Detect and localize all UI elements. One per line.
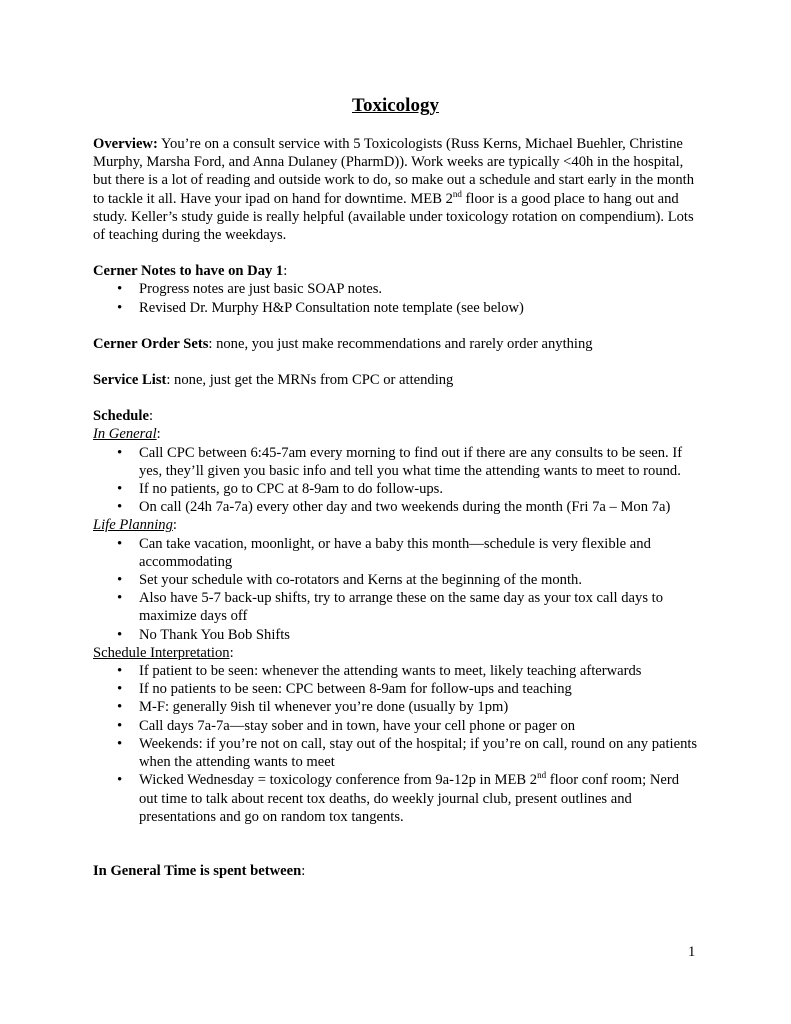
list-item-wicked-wednesday [139,771,698,826]
service-list-paragraph [93,371,698,389]
in-general-list [93,444,698,517]
life-planning-subheading [93,516,698,534]
cerner-notes-colon: : [283,263,288,280]
spacer [93,317,698,335]
schedule-heading [93,407,698,425]
list-item: • Progress notes are just basic SOAP notes. [139,280,698,298]
time-spent-colon: : [301,862,306,879]
service-list-text: : none, just get the MRNs from CPC or attending [166,372,454,389]
spacer [93,389,698,407]
spacer [93,353,698,371]
service-list-label: Service List [93,372,167,389]
list-item: • On call (24h 7a-7a) every other day and two weekends during the month (Fri 7a – Mon 7a) [139,498,698,516]
overview-text-2: floor is a good place to hang out and study. Keller’s study guide is really helpful (available under toxicology rotation on compendium). Lots of teaching during the weekdays. [93,190,694,244]
list-item: • Revised Dr. Murphy H&P Consultation note template (see below) [139,299,698,317]
cerner-order-sets-text: : none, you just make recommendations and rarely order anything [208,335,593,352]
schedule-interpretation-colon: : [229,644,234,661]
cerner-notes-heading [93,262,698,280]
schedule-colon: : [148,408,154,425]
document-body [93,94,698,880]
schedule-interpretation-label: Schedule Interpretation [93,644,230,661]
life-planning-label: Life Planning [93,517,173,534]
overview-text-1: You’re on a consult service with 5 Toxicologists (Russ Kerns, Michael Buehler, Christine Murphy, Marsha Ford, and Anna Dulaney (PharmD)). Work weeks are typically <40h in the hospital, but there is a lot of reading and outside work to do, so make out a schedule and start early in the month to tackle it all. Have your ipad on hand for downtime. MEB 2 [93,136,695,207]
spacer [93,826,698,862]
wicked-text-2: floor conf room; Nerd out time to talk about recent tox deaths, do weekly journal club, present outlines and presentations and go on random tox tangents. [139,772,680,825]
wicked-superscript: nd [537,770,547,781]
list-item: • Also have 5-7 back-up shifts, try to arrange these on the same day as your tox call days to maximize days off [139,589,698,625]
page-title: Toxicology [352,95,439,116]
list-item: • No Thank You Bob Shifts [139,626,698,644]
overview-superscript: nd [452,188,462,199]
overview-paragraph [93,135,698,244]
in-general-subheading [93,425,698,443]
list-item: • Can take vacation, moonlight, or have a baby this month—schedule is very flexible and accommodating [139,535,698,571]
list-item: • Call days 7a-7a—stay sober and in town, have your cell phone or pager on [139,717,698,735]
page-number: 1 [688,944,696,960]
list-item: • If no patients, go to CPC at 8-9am to do follow-ups. [139,480,698,498]
cerner-order-sets-label: Cerner Order Sets [93,335,209,352]
schedule-label: Schedule [93,408,149,425]
schedule-interpretation-list [93,662,698,826]
in-general-label: In General [93,426,157,443]
list-item: • Set your schedule with co-rotators and Kerns at the beginning of the month. [139,571,698,589]
cerner-notes-label: Cerner Notes to have on Day 1 [93,263,284,280]
list-item: • M-F: generally 9ish til whenever you’re done (usually by 1pm) [139,698,698,716]
life-planning-list [93,535,698,644]
life-planning-colon: : [172,517,177,534]
cerner-order-sets-paragraph [93,335,698,353]
list-item: • If no patients to be seen: CPC between 8-9am for follow-ups and teaching [139,680,698,698]
list-item: • Call CPC between 6:45-7am every morning to find out if there are any consults to be seen. If yes, they’ll given you basic info and tell you what time the attending wants to meet to round. [139,444,698,480]
time-spent-label: In General Time is spent between [93,862,302,879]
list-item: • Weekends: if you’re not on call, stay out of the hospital; if you’re on call, round on any patients when the attending wants to meet [139,735,698,771]
spacer [93,244,698,262]
schedule-interpretation-subheading [93,644,698,662]
overview-label: Overview: [93,136,158,152]
in-general-colon: : [156,426,161,443]
time-spent-heading [93,862,698,880]
cerner-notes-list [93,280,698,316]
list-item: • If patient to be seen: whenever the attending wants to meet, likely teaching afterwards [139,662,698,680]
wicked-text-1: Wicked Wednesday = toxicology conference from 9a-12p in MEB 2 [139,772,538,789]
